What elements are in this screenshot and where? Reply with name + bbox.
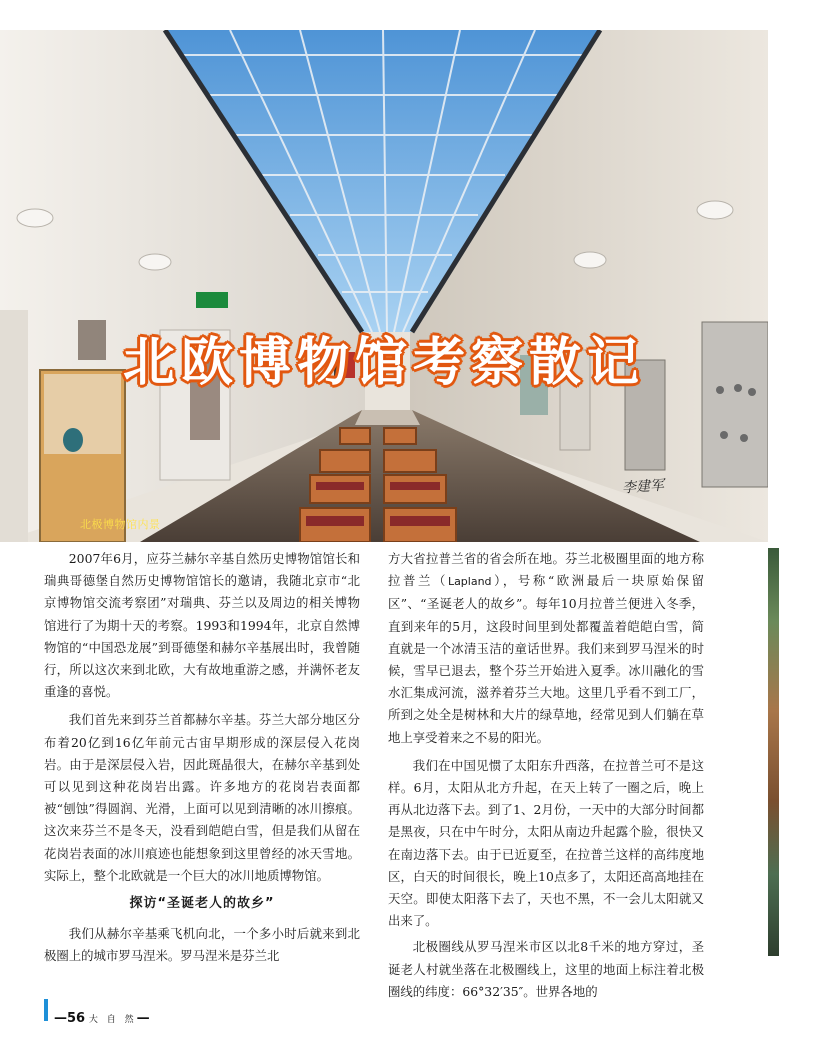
- paragraph: 我们从赫尔辛基乘飞机向北，一个多小时后就来到北极圈上的城市罗马涅米。罗马涅米是芬兰北: [44, 926, 360, 964]
- section-heading: 探访“圣诞老人的故乡”: [129, 896, 275, 912]
- footer-accent-bar: [44, 999, 48, 1021]
- paragraph: 我们首先来到芬兰首都赫尔辛基。芬兰大部分地区分布着20亿到16亿年前元古宙早期形成的深层侵入花岗岩。由于是深层侵入岩，因此斑晶很大，在赫尔辛基到处可以见到这种花岗岩出露。许多地方的花岗岩表面都被“刨蚀”得圆润、光滑，上面可以见到清晰的冰川擦痕。这次来芬兰不是冬天，没看到皑皑白雪，但是我们从留在花岗岩表面的冰川痕迹也能想象到这里曾经的冰天雪地。实际上，整个北欧就是一个巨大的冰川地质博物馆。: [44, 712, 360, 883]
- page-footer: [54, 1011, 150, 1026]
- lapland-term: Lapland: [447, 575, 492, 589]
- magazine-name: 大 自 然: [88, 1015, 137, 1025]
- page-number: —56: [54, 1011, 86, 1026]
- article-column-right: [388, 548, 704, 1003]
- paragraph: 北极圈线从罗马涅米市区以北8千米的地方穿过，圣诞老人村就坐落在北极圈线上，这里的地面上标注着北极圈线的纬度：66°32′35″。世界各地的: [388, 939, 704, 999]
- text-span: 方大省拉普兰省的省会所在地。芬兰北极圈里面的地方称拉普兰（: [388, 551, 704, 589]
- adjacent-photo-strip: [768, 548, 779, 956]
- paragraph: 我们在中国见惯了太阳东升西落，在拉普兰可不是这样。6月，太阳从北方升起，在天上转了一圈之后，晚上再从北边落下去。到了1、2月份，一天中的大部分时间都是黑夜，只在中午时分，太阳从南边升起露个脸，很快又在南边落下去。由于已近夏至，在拉普兰这样的高纬度地区，白天的时间很长，晚上10点多了，太阳还高高地挂在天空。即使太阳落下去了，天也不黑，不一会儿太阳就又出来了。: [388, 757, 704, 929]
- photo-caption: 北极博物馆内景: [80, 518, 161, 531]
- footer-dash: —: [136, 1011, 150, 1026]
- hero-photo: [0, 30, 768, 542]
- museum-interior-illustration: [0, 30, 768, 542]
- paragraph: 2007年6月，应芬兰赫尔辛基自然历史博物馆馆长和瑞典哥德堡自然历史博物馆馆长的邀请，我随北京市“北京博物馆交流考察团”对瑞典、芬兰以及周边的相关博物馆进行了为期十天的考察。1993和1994年，北京自然博物馆的“中国恐龙展”到哥德堡和赫尔辛基展出时，我曾随行，所以这次来到北欧，大有故地重游之感，并满怀老友重逢的喜悦。: [44, 551, 360, 700]
- article-title: 北欧博物馆考察散记: [122, 333, 645, 393]
- author-signature: 李建军: [621, 477, 665, 497]
- article-column-left: [44, 548, 360, 968]
- paragraph: [388, 548, 704, 749]
- text-span: ），号称“欧洲最后一块原始保留区”、“圣诞老人的故乡”。每年10月拉普兰便进入冬季，直到来年的5月，这段时间里到处都覆盖着皑皑白雪，简直就是一个冰清玉洁的童话世界。我们来到罗马涅米的时候，雪早已退去，整个芬兰开始进入夏季。冰川融化的雪水汇集成河流，滋养着芬兰大地。这里几乎看不到工厂，所到之处全是树林和大片的绿草地，经常见到人们躺在草地上享受着来之不易的阳光。: [388, 573, 705, 745]
